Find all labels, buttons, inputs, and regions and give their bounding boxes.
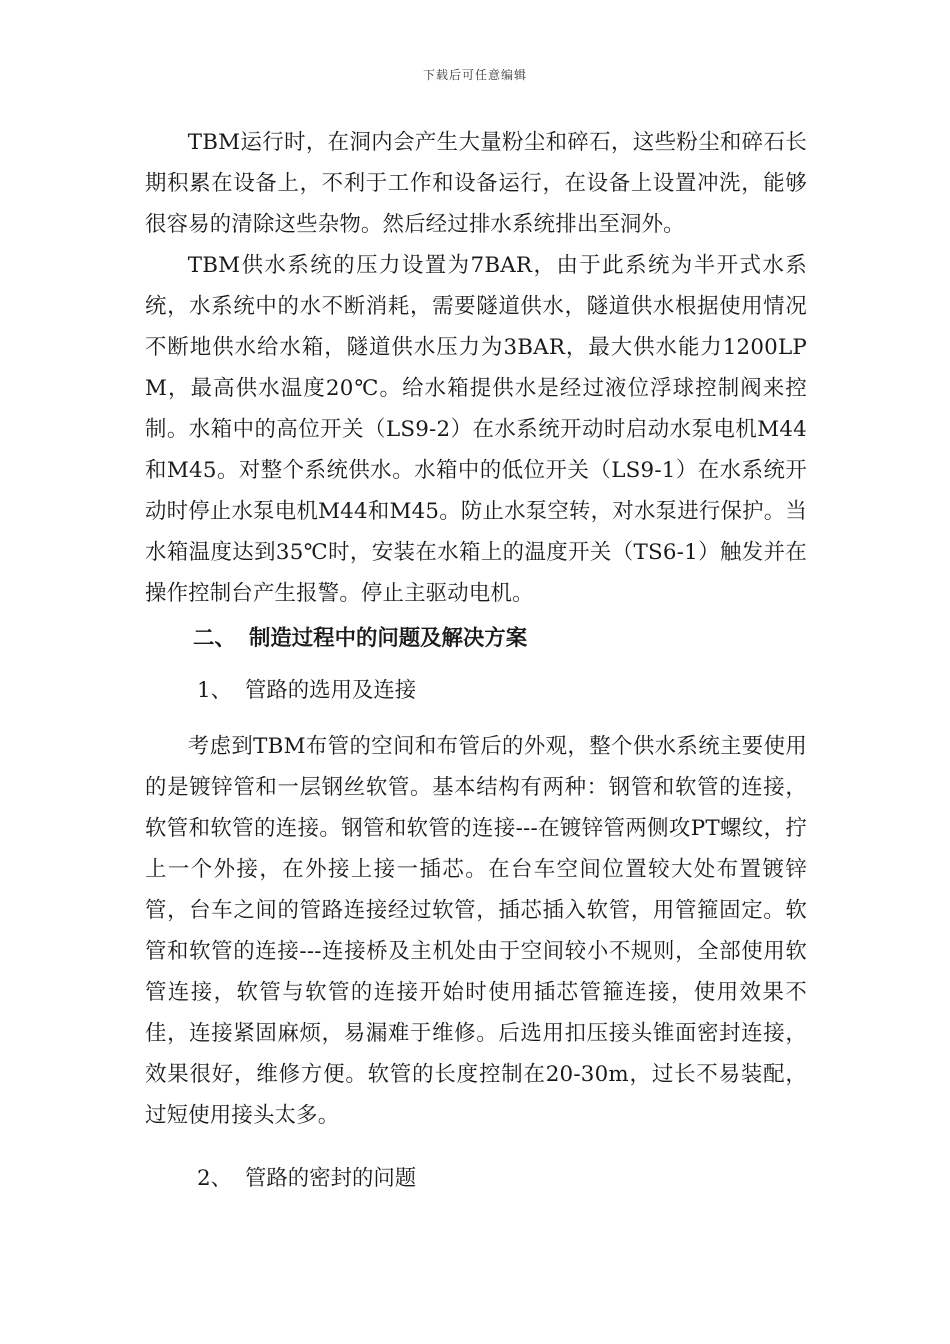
paragraph-water-supply-pressure: TBM供水系统的压力设置为7BAR，由于此系统为半开式水系统，水系统中的水不断消耗，需要隧道供水，隧道供水根据使用情况不断地供水给水箱，隧道供水压力为3BAR，最大供水能力1200LPM，最高供水温度20℃。给水箱提供水是经过液位浮球控制阀来控制。水箱中的高位开关（LS9-2）在水系统开动时启动水泵电机M44和M45。对整个系统供水。水箱中的低位开关（LS9-1）在水系统开动时停止水泵电机M44和M45。防止水泵空转，对水泵进行保护。当水箱温度达到35℃时，安装在水箱上的温度开关（TS6-1）触发并在操作控制台产生报警。停止主驱动电机。 bbox=[145, 253, 807, 606]
subsection-number: 1、 bbox=[197, 677, 233, 703]
subsection-heading-1 bbox=[145, 662, 807, 718]
page-header: 下载后可任意编辑 bbox=[422, 68, 527, 82]
section-number: 二、 bbox=[193, 625, 236, 651]
subsection-heading-2 bbox=[145, 1150, 807, 1206]
subsection-title: 管路的密封的问题 bbox=[245, 1165, 417, 1191]
paragraph-flushing: TBM运行时，在洞内会产生大量粉尘和碎石，这些粉尘和碎石长期积累在设备上，不利于工作和设备运行，在设备上设置冲洗，能够很容易的清除这些杂物。然后经过排水系统排出至洞外。 bbox=[145, 130, 807, 237]
paragraph-pipe-selection: 考虑到TBM布管的空间和布管后的外观，整个供水系统主要使用的是镀锌管和一层钢丝软管。基本结构有两种：钢管和软管的连接，软管和软管的连接。钢管和软管的连接---在镀锌管两侧攻PT螺纹，拧上一个外接，在外接上接一插芯。在台车空间位置较大处布置镀锌管，台车之间的管路连接经过软管，插芯插入软管，用管箍固定。软管和软管的连接---连接桥及主机处由于空间较小不规则，全部使用软管连接，软管与软管的连接开始时使用插芯管箍连接，使用效果不佳，连接紧固麻烦，易漏难于维修。后选用扣压接头锥面密封连接，效果很好，维修方便。软管的长度控制在20-30m，过长不易装配，过短使用接头太多。 bbox=[145, 734, 807, 1128]
subsection-number: 2、 bbox=[197, 1165, 233, 1191]
section-heading-2 bbox=[145, 614, 807, 662]
section-title: 制造过程中的问题及解决方案 bbox=[249, 625, 528, 651]
subsection-title: 管路的选用及连接 bbox=[245, 677, 417, 703]
document-body bbox=[145, 122, 807, 1206]
